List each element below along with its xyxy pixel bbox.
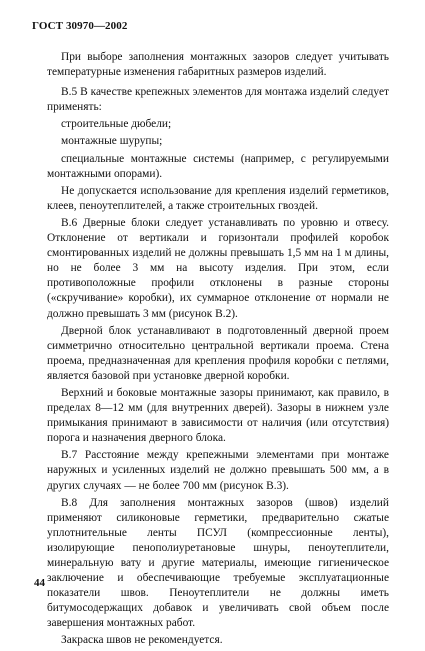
standard-header: ГОСТ 30970—2002 [32, 20, 128, 32]
paragraph-b5: В.5 В качестве крепежных элементов для монтажа изделий следует применять: [47, 86, 389, 114]
paragraph-b6: В.6 Дверные блоки следует устанавливать по уровню и отвесу. Отклонение от вертикали и горизонтали профилей коробок смонтированных изделий не должны превышать 1,5 мм на 1 м длины, но не более 3 мм на высоту изделия. При этом, если противоположные профили отклонены в разные стороны («скручивание» коробки), их суммарное отклонение от нормали не должно превышать 3 мм (рисунок В.2). [47, 216, 389, 320]
paragraph-door-block: Дверной блок устанавливают в подготовленный дверной проем симметрично относительно центральной вертикали проема. Стена проема, предназначенная для крепления профиля коробки с петлями, является базовой при установке дверной коробки. [47, 324, 389, 382]
list-item-systems: специальные монтажные системы (например, с регулируемыми монтажными опорами). [47, 152, 389, 180]
paragraph-painting: Закраска швов не рекомендуется. [61, 634, 223, 647]
paragraph-b8: В.8 Для заполнения монтажных зазоров (швов) изделий применяют силиконовые герметики, предварительно сжатые уплотнительные ленты ПСУЛ (компрессионные ленты), изолирующие пенополиуретановые шнуры, пеноутеплители, минеральную вату и другие материалы, имеющие гигиеническое заключение и обеспечивающие требуемые эксплуатационные показатели швов. Пеноутеплители не должны иметь битумосодержащих добавок и увеличивать свой объем после завершения монтажных работ. [47, 496, 389, 630]
list-item-screws: монтажные шурупы; [61, 135, 163, 148]
paragraph-b7: В.7 Расстояние между крепежными элементами при монтаже наружных и усиленных изделий не должно превышать 500 мм, а в других случаях — не более 700 мм (рисунок В.3). [47, 449, 389, 492]
page-number: 44 [34, 577, 45, 589]
list-item-dowels: строительные дюбели; [61, 118, 172, 131]
document-body [47, 50, 389, 651]
paragraph-gaps: Верхний и боковые монтажные зазоры принимают, как правило, в пределах 8—12 мм (для внутренних дверей). Зазоры в нижнем узле примыкания принимают в зависимости от наличия (или отсутствия) порога и назначения дверного блока. [47, 386, 389, 445]
paragraph-temperature: При выборе заполнения монтажных зазоров следует учитывать температурные изменения габаритных размеров изделий. [47, 51, 389, 79]
paragraph-not-allowed: Не допускается использование для крепления изделий герметиков, клеев, пеноутеплителей, а также строительных гвоздей. [47, 184, 389, 212]
